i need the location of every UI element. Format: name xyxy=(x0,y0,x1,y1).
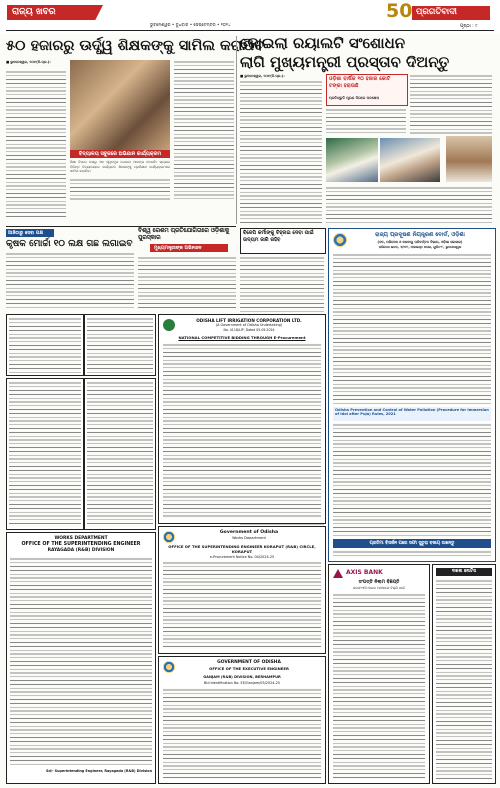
coal-callout: ଓଡ଼ିଶା ବାର୍ଷିକ ୧୦ ହଜାର କୋଟି ଟଙ୍କା ହରାଉଛି xyxy=(329,76,391,89)
divider-v1 xyxy=(236,36,237,224)
date-line: ଭୁବନେଶ୍ୱର • ବୁଧବାର • ସେପ୍ଟେମ୍ବର • ୨୦୨୪ xyxy=(150,22,231,27)
possession-text xyxy=(436,579,492,779)
notice-small-1-text xyxy=(9,317,81,373)
headline-teachers: ୫୦ ହଜାରରୁ ଊର୍ଦ୍ଧ୍ୱ ଶିକ୍ଷକଙ୍କୁ ସାମିଲ କରାଯିବ xyxy=(6,38,264,54)
axis-brand: AXIS BANK xyxy=(346,569,383,576)
world-body xyxy=(138,256,236,310)
teachers-photo-caption: ବିଦ୍ୟାଳୟ ସବୁଜରେ ଅଭିଯାନ କାର୍ଯ୍ୟକ୍ରମ xyxy=(70,150,170,158)
lift-logo-icon xyxy=(163,319,175,331)
gov-1-emblem-icon xyxy=(163,531,175,543)
coal-photo-1 xyxy=(326,138,378,182)
coal-portrait xyxy=(446,136,492,182)
farmers-body xyxy=(6,252,134,310)
section-title: ରାଜ୍ୟ ଖବର xyxy=(12,7,56,17)
notice-gov-2 xyxy=(158,656,326,784)
notice-tender-a xyxy=(6,378,84,530)
anniversary-logo: 50 xyxy=(386,0,413,22)
coal-callout-2: ପ୍ରତିଶ୍ରୁତି ପୂରଣ ଦିଗରେ ପଦକ୍ଷେପ xyxy=(329,96,380,100)
notice-gov-1 xyxy=(158,526,326,654)
teachers-col1 xyxy=(6,70,66,220)
masthead xyxy=(0,0,500,34)
works-text xyxy=(10,557,152,765)
lift-sub: (A Government of Odisha Undertaking) xyxy=(215,323,283,327)
pollution-address: ପରିବେଶ ଭବନ, ଏ/୧୧୮, ନୀଳକଣ୍ଠ ନଗର, ୟୁନିଟ-୮, ଭୁବନେଶ୍ୱର xyxy=(378,245,462,249)
teachers-body: ଶିକ୍ଷା ବିଭାଗ ପକ୍ଷରୁ ଏକ ସ୍ୱତନ୍ତ୍ର ଯୋଜନା ଆରମ୍ଭ ହୋଇଛି। ରାଜ୍ୟର ବିଭିନ୍ନ ବିଦ୍ୟାଳୟରେ କାର୍ଯ୍ୟରତ ଶିକ୍ଷକଙ୍କୁ ପ୍ରଶିକ୍ଷଣ କାର୍ଯ୍ୟକ୍ରମରେ ସାମିଲ କରାଯିବ। xyxy=(70,160,170,174)
teachers-col2 xyxy=(70,178,170,200)
lift-text xyxy=(163,343,321,519)
axis-text xyxy=(333,593,425,779)
notice-possession xyxy=(432,564,496,784)
gov-2-ref: Bid Identification No. EE/Ganjam/05/2024-25 xyxy=(204,681,280,685)
notice-lift-irrigation xyxy=(158,314,326,524)
headline-bjp: ବିଜେପି କର୍ମୀଙ୍କୁ ଚିହ୍ନାଇ ଦେବା ପାଇଁ ଉଦ୍ୟମ ଜାରି ରହିବ xyxy=(243,230,314,243)
notice-small-1 xyxy=(6,314,84,376)
coal-photo-2 xyxy=(380,138,440,182)
gov-1-dept: Works Department xyxy=(232,536,266,540)
teachers-dateline: ■ ଭୁବନେଶ୍ୱର, ୧୦ା୯(ନି.ପ୍ର.): xyxy=(6,60,51,64)
notice-works xyxy=(6,532,156,784)
pollution-footer: ପ୍ରତିମା ବିସର୍ଜନ ପରେ ସଫା ସୁତୁରା ବଜାୟ ରଖନ୍ତୁ xyxy=(369,541,455,546)
gov-1-title: OFFICE OF THE SUPERINTENDING ENGINEER KORAPUT (R&B) CIRCLE, KORAPUT xyxy=(168,544,316,554)
lift-org: ODISHA LIFT IRRIGATION CORPORATION LTD. xyxy=(196,318,302,323)
rule-mid xyxy=(6,226,236,227)
coal-col4 xyxy=(326,186,492,224)
axis-logo-icon xyxy=(333,569,343,578)
gov-1-ref: e-Procurement Notice No. 04/2024-25 xyxy=(209,555,275,559)
page-label: ପୃଷ୍ଠା : ୯ xyxy=(460,24,478,29)
teachers-col3 xyxy=(174,60,234,200)
works-title: OFFICE OF THE SUPERINTENDING ENGINEER xyxy=(21,542,141,547)
gov-1-text xyxy=(163,561,321,649)
notice-axis-bank xyxy=(328,564,430,784)
pollution-text-3 xyxy=(333,550,491,558)
works-sign: Sd/- Superintending Engineer, Rayagada (R&B) Division xyxy=(45,769,152,773)
pollution-notice xyxy=(328,228,496,562)
gov-2-division: GANJAM (R&B) DIVISION, BERHAMPUR xyxy=(203,675,281,679)
works-dept: WORKS DEPARTMENT xyxy=(54,536,108,541)
masthead-rule xyxy=(6,30,494,31)
coal-col3 xyxy=(410,74,492,134)
possession-title: ଦଖଲ ନୋଟିସ xyxy=(451,569,477,574)
coal-dateline: ■ ଭୁବନେଶ୍ୱର, ୧୦ା୯(ନି.ପ୍ର.): xyxy=(240,74,285,78)
farmers-kicker: ଆଜିଠାରୁ ସେବା ପକ୍ଷ xyxy=(8,231,44,236)
axis-sub: ସରଫାଏସି ଆଇନ ଅଧୀନରେ ବିକ୍ରି ପାଇଁ xyxy=(353,586,405,590)
headline-coal-2: ଲାଗି ମୁଖ୍ୟମନ୍ତ୍ରୀ ପ୍ରସ୍ତାବ ଦିଅନ୍ତୁ xyxy=(240,53,450,71)
headline-world: ବିଶ୍ୱ ରେଶମ ପ୍ରତିଯୋଗିତାରେ ଓଡ଼ିଶାକୁ ପୁରସ୍କାର xyxy=(138,228,229,241)
pollution-org: ରାଜ୍ୟ ପ୍ରଦୂଷଣ ନିୟନ୍ତ୍ରଣ ବୋର୍ଡ, ଓଡ଼ିଶା xyxy=(375,232,465,238)
headline-coal-1: କୋଇଲା ରୟାଲଟି ସଂଶୋଧନ xyxy=(240,34,406,52)
notice-tender-a-text xyxy=(9,381,81,527)
coal-lead xyxy=(240,74,322,79)
pollution-text-1 xyxy=(333,253,491,405)
lift-ref: No. 4118/LIP, Dated 05.09.2024 xyxy=(223,328,275,332)
gov-1-name: Government of Odisha xyxy=(219,530,279,535)
axis-title: ସଂପତ୍ତି ନିଲାମ ବିଜ୍ଞପ୍ତି xyxy=(358,580,400,585)
coal-col2 xyxy=(326,108,406,134)
headline-farmers: କୃଷକ ମୋର୍ଚ୍ଚା ୧୦ ଲକ୍ଷ ଗଛ ଲଗାଇବ xyxy=(6,239,133,249)
notice-tender-b-text xyxy=(87,381,153,527)
teachers-lead xyxy=(6,60,66,70)
coal-col1 xyxy=(240,80,322,224)
teachers-photo xyxy=(70,60,170,150)
pollution-sub: (ବନ, ପରିବେଶ ଓ ଜଳବାୟୁ ପରିବର୍ତ୍ତନ ବିଭାଗ, ଓଡ଼ିଶା ସରକାର) xyxy=(377,240,463,244)
paper-name: ପ୍ରଗତିବାଦୀ xyxy=(416,7,457,17)
world-tag: ମୁଖ୍ୟମନ୍ତ୍ରୀଙ୍କ ଅଭିନନ୍ଦନ xyxy=(154,246,202,251)
notice-small-2-text xyxy=(87,317,153,373)
gov-2-text xyxy=(163,688,321,779)
gov-2-emblem-icon xyxy=(163,661,175,673)
gov-2-title: OFFICE OF THE EXECUTIVE ENGINEER xyxy=(209,666,289,671)
notice-small-2 xyxy=(84,314,156,376)
pollution-title-en: Odisha Prevention and Control of Water Pollution (Procedure for Immersion of Idol after Puja) Rules, 2021 xyxy=(335,408,489,417)
pollution-board-emblem-icon xyxy=(333,233,347,247)
lift-title: NATIONAL COMPETITIVE BIDDING THROUGH E-Procurement xyxy=(178,335,306,340)
gov-2-name: GOVERNMENT OF ODISHA xyxy=(217,660,281,665)
pollution-text-2 xyxy=(333,423,491,537)
works-division: RAYAGADA (R&B) DIVISION xyxy=(47,548,115,553)
notice-tender-b xyxy=(84,378,156,530)
